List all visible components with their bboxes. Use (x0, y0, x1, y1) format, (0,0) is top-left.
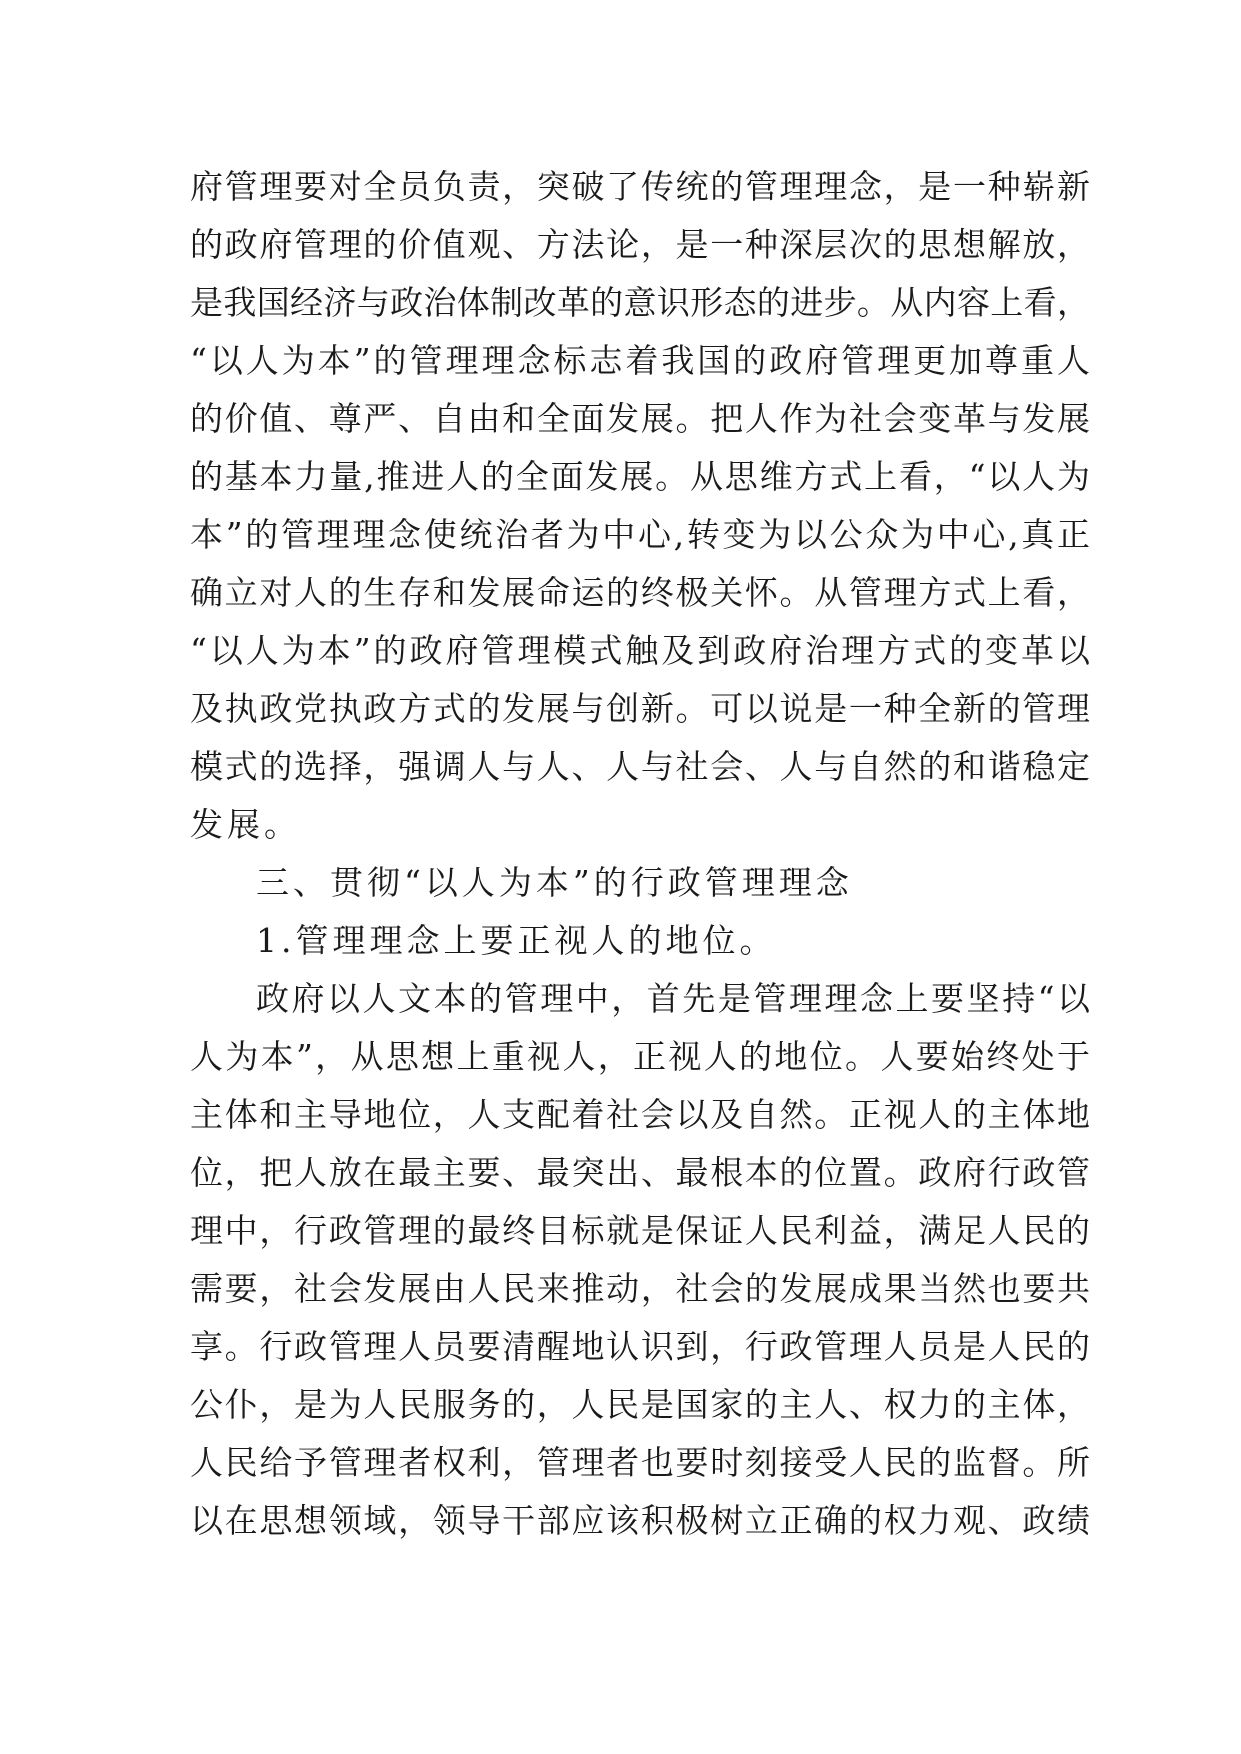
text-line: 位，把人放在最主要、最突出、最根本的位置。政府行政管 (190, 1153, 1090, 1192)
text-line: 需要，社会发展由人民来推动，社会的发展成果当然也要共 (190, 1269, 1090, 1308)
text-line: 理中，行政管理的最终目标就是保证人民利益，满足人民的 (190, 1211, 1090, 1250)
text-line: 人民给予管理者权利，管理者也要时刻接受人民的监督。所 (190, 1443, 1090, 1482)
text-line: “以人为本”的管理理念标志着我国的政府管理更加尊重人 (190, 341, 1090, 380)
text-line: 是我国经济与政治体制改革的意识形态的进步。从内容上看， (190, 283, 1090, 322)
text-line: 确立对人的生存和发展命运的终极关怀。从管理方式上看， (190, 573, 1090, 612)
text-line: 的基本力量,推进人的全面发展。从思维方式上看，“以人为 (190, 457, 1090, 496)
text-line: 享。行政管理人员要清醒地认识到，行政管理人员是人民的 (190, 1327, 1090, 1366)
text-line: 主体和主导地位，人支配着社会以及自然。正视人的主体地 (190, 1095, 1090, 1134)
text-line: “以人为本”的政府管理模式触及到政府治理方式的变革以 (190, 631, 1090, 670)
text-line: 本”的管理理念使统治者为中心,转变为以公众为中心,真正 (190, 515, 1090, 554)
text-line: 府管理要对全员负责，突破了传统的管理理念，是一种崭新 (190, 167, 1090, 206)
subsection-heading: 1.管理理念上要正视人的地位。 (256, 921, 777, 960)
text-line: 及执政党执政方式的发展与创新。可以说是一种全新的管理 (190, 689, 1090, 728)
text-line: 发展。 (190, 805, 301, 844)
text-line: 模式的选择，强调人与人、人与社会、人与自然的和谐稳定 (190, 747, 1090, 786)
section-heading: 三、贯彻“以人为本”的行政管理理念 (256, 863, 853, 902)
text-line: 人为本”，从思想上重视人，正视人的地位。人要始终处于 (190, 1037, 1090, 1076)
body-text (190, 158, 1090, 1550)
text-line: 政府以人文本的管理中，首先是管理理念上要坚持“以 (256, 979, 1090, 1018)
text-line: 的政府管理的价值观、方法论，是一种深层次的思想解放， (190, 225, 1090, 264)
text-line: 的价值、尊严、自由和全面发展。把人作为社会变革与发展 (190, 399, 1090, 438)
text-line: 公仆，是为人民服务的，人民是国家的主人、权力的主体， (190, 1385, 1090, 1424)
text-line: 以在思想领域，领导干部应该积极树立正确的权力观、政绩 (190, 1501, 1090, 1540)
